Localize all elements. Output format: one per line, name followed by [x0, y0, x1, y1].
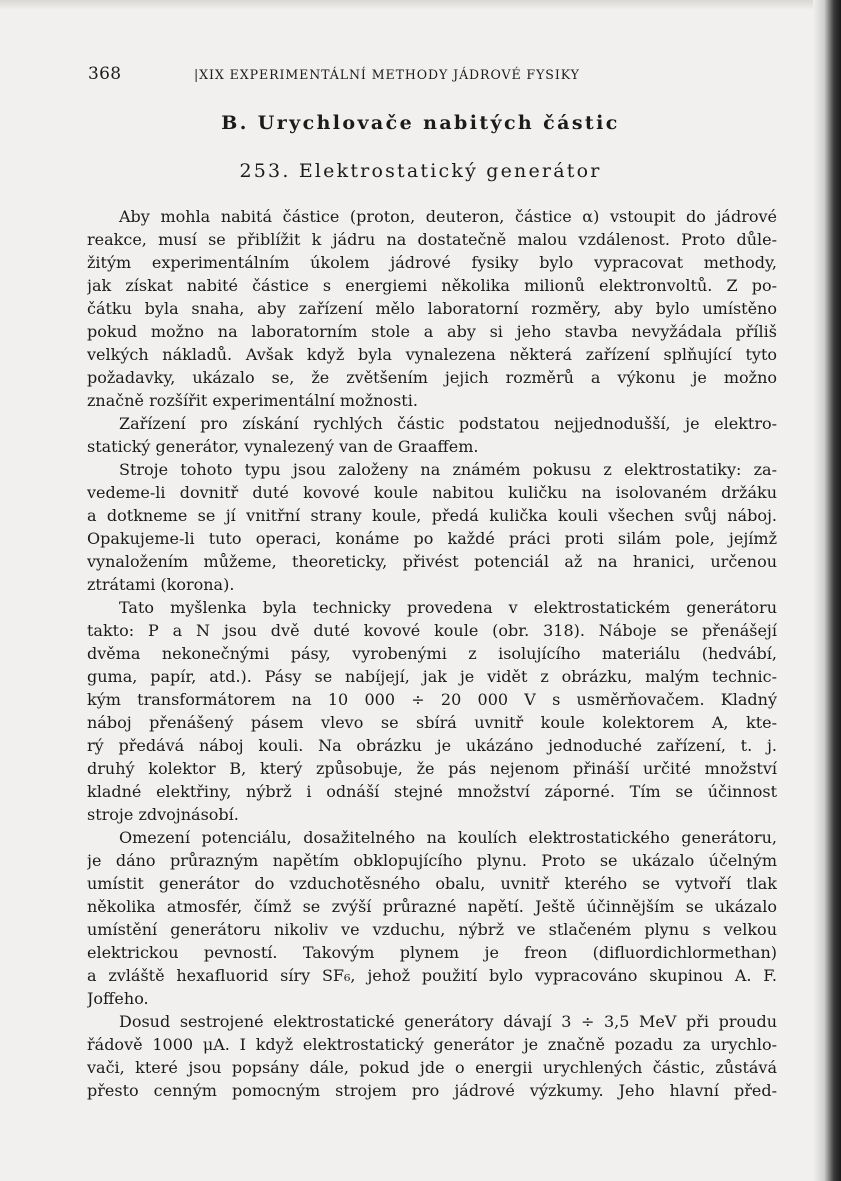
running-head: |XIX EXPERIMENTÁLNÍ METHODY JÁDROVÉ FYSIKY	[194, 67, 580, 82]
text-line: pokud možno na laboratorním stole a aby si jeho stavba nevyžádala příliš	[87, 322, 777, 341]
text-line: velkých nákladů. Avšak když byla vynalezena některá zařízení splňující tyto	[87, 345, 777, 364]
text-line: guma, papír, atd.). Pásy se nabíjejí, jak je vidět z obrázku, malým technic-	[87, 667, 777, 686]
text-line: umístit generátor do vzduchotěsného obalu, uvnitř kterého se vytvoří tlak	[87, 874, 777, 893]
text-line: ztrátami (korona).	[87, 575, 235, 594]
text-line: požadavky, ukázalo se, že zvětšením jejich rozměrů a výkonu je možno	[87, 368, 777, 387]
text-line: Opakujeme-li tuto operaci, konáme po každé práci proti silám pole, jejímž	[87, 529, 777, 548]
text-line: statický generátor, vynalezený van de Graaffem.	[87, 437, 479, 456]
text-line: značně rozšířit experimentální možnosti.	[87, 391, 418, 410]
body-text	[87, 205, 777, 1102]
subsection-title: 253. Elektrostatický generátor	[239, 160, 602, 182]
text-line: vynaložením můžeme, theoreticky, přivést potenciál až na hranici, určenou	[87, 552, 777, 571]
text-line: Joffeho.	[87, 989, 149, 1008]
text-line: a zvláště hexafluorid síry SF₆, jehož použití bylo vypracováno skupinou A. F.	[87, 966, 777, 985]
text-line: jak získat nabité částice s energiemi několika milionů elektronvoltů. Z po-	[87, 276, 777, 295]
text-line: a dotkneme se jí vnitřní strany koule, předá kulička kouli všechen svůj náboj.	[87, 506, 777, 525]
text-line: žitým experimentálním úkolem jádrové fysiky bylo vypracovat methody,	[87, 253, 777, 272]
text-line: Aby mohla nabitá částice (proton, deuteron, částice α) vstoupit do jádrové	[119, 207, 777, 226]
section-title: B. Urychlovače nabitých částic	[221, 112, 620, 134]
text-line: náboj přenášený pásem vlevo se sbírá uvnitř koule kolektorem A, kte-	[87, 713, 777, 732]
text-line: Dosud sestrojené elektrostatické generátory dávají 3 ÷ 3,5 MeV při proudu	[119, 1012, 777, 1031]
text-line: umístění generátoru nikoliv ve vzduchu, nýbrž ve stlačeném plynu s velkou	[87, 920, 777, 939]
text-line: druhý kolektor B, který způsobuje, že pás nejenom přináší určité množství	[87, 759, 777, 778]
text-line: Stroje tohoto typu jsou založeny na známém pokusu z elektrostatiky: za-	[119, 460, 777, 479]
text-line: dvěma nekonečnými pásy, vyrobenými z isolujícího materiálu (hedvábí,	[87, 644, 777, 663]
text-line: vedeme-li dovnitř duté kovové koule nabitou kuličku na isolovaném držáku	[87, 483, 777, 502]
text-line: několika atmosfér, čímž se zvýší průrazné napětí. Ještě účinnějším se ukázalo	[87, 897, 777, 916]
text-line: reakce, musí se přiblížit k jádru na dostatečně malou vzdálenost. Proto důle-	[87, 230, 777, 249]
text-line: kladné elektřiny, nýbrž i odnáší stejné množství záporné. Tím se účinnost	[87, 782, 777, 801]
text-line: kým transformátorem na 10 000 ÷ 20 000 V s usměrňovačem. Kladný	[87, 690, 777, 709]
page-header	[88, 62, 778, 90]
text-line: čátku byla snaha, aby zařízení mělo laboratorní rozměry, aby bylo umístěno	[87, 299, 777, 318]
text-line: Zařízení pro získání rychlých částic podstatou nejjednodušší, je elektro-	[119, 414, 777, 433]
text-line: je dáno průrazným napětím obklopujícího plynu. Proto se ukázalo účelným	[87, 851, 777, 870]
text-line: takto: P a N jsou dvě duté kovové koule (obr. 318). Náboje se přenášejí	[87, 621, 777, 640]
text-line: vači, které jsou popsány dále, pokud jde o energii urychlených částic, zůstává	[87, 1058, 777, 1077]
text-line: stroje zdvojnásobí.	[87, 805, 239, 824]
text-line: Omezení potenciálu, dosažitelného na koulích elektrostatického generátoru,	[119, 828, 777, 847]
text-line: Tato myšlenka byla technicky provedena v elektrostatickém generátoru	[119, 598, 777, 617]
text-line: přesto cenným pomocným strojem pro jádrové výzkumy. Jeho hlavní před-	[87, 1081, 777, 1100]
page-top-shadow	[0, 0, 841, 10]
text-line: elektrickou pevností. Takovým plynem je freon (difluordichlormethan)	[87, 943, 777, 962]
text-line: rý předává náboj kouli. Na obrázku je ukázáno jednoduché zařízení, t. j.	[87, 736, 777, 755]
page-number: 368	[88, 64, 122, 84]
text-line: řádově 1000 μA. I když elektrostatický generátor je značně pozadu za urychlo-	[87, 1035, 777, 1054]
